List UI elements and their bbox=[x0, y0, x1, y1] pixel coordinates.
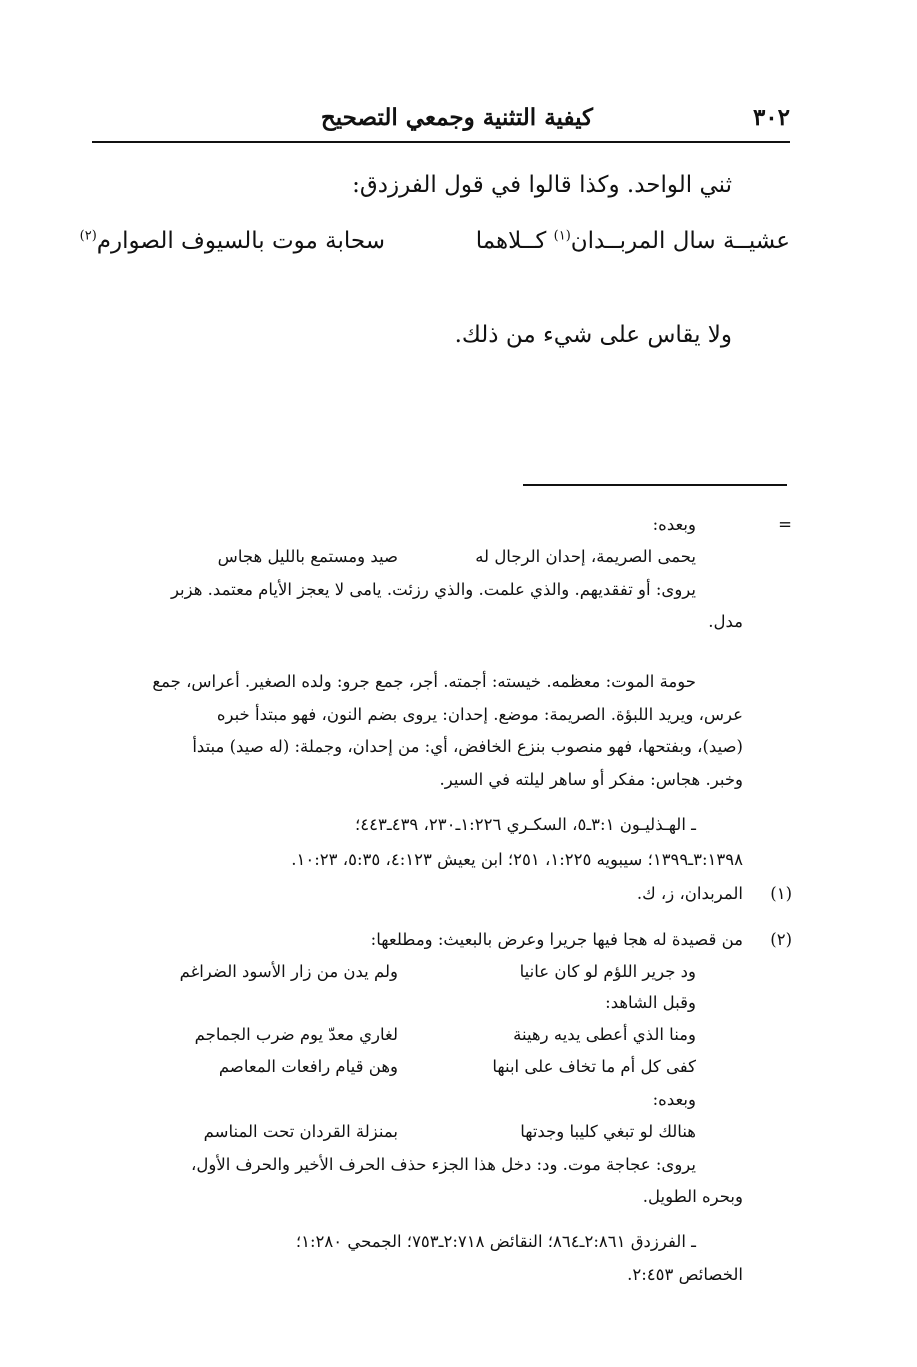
note2-verse-2-second: لغاري معدّ يوم ضرب الجماجم bbox=[194, 1025, 398, 1044]
note2-bahr: وبحره الطويل. bbox=[642, 1187, 743, 1206]
verse-a-second: صيد ومستمع بالليل هجاس bbox=[217, 547, 398, 566]
refs-1-line-2: ٣:١٣٩٨ـ١٣٩٩؛ سيبويه ١:٢٢٥، ٢٥١؛ ابن يعيش ٤:١٢٣، ٥:٣٥، ١٠:٢٣. bbox=[291, 850, 743, 869]
verse-first-text: عشيــة سال المربــدان bbox=[570, 228, 790, 254]
refs-1-line-1: ـ الهـذليـون ٣:١ـ٥، السكـري ١:٢٢٦ـ٢٣٠، ٤٣٩ـ٤٤٣؛ bbox=[355, 815, 696, 834]
wabaadahu-label-2: وبعده: bbox=[652, 1090, 696, 1109]
wabaadahu-label-1: وبعده: bbox=[652, 515, 696, 534]
gloss-line-1: حومة الموت: معظمه. خيسته: أجمته. أجر، جمع جرو: ولده الصغير. أعراس، جمع bbox=[152, 672, 696, 691]
continuation-marker: = bbox=[778, 515, 792, 534]
page-number: ٣٠٢ bbox=[752, 104, 790, 131]
footnote-1-text: المربدان، ز، ك. bbox=[636, 884, 743, 903]
note2-verse-4-first: هنالك لو تبغي كليبا وجدتها bbox=[520, 1122, 696, 1141]
running-title: كيفية التثنية وجمعي التصحيح bbox=[320, 104, 593, 131]
footnote-ref-1: (١) bbox=[553, 228, 571, 244]
note2-yurwa: يروى: عجاجة موت. ود: دخل هذا الجزء حذف الحرف الأخير والحرف الأول، bbox=[191, 1155, 696, 1174]
verse-first-end: كــلاهما bbox=[475, 228, 547, 254]
footnote-ref-2: (٢) bbox=[79, 228, 97, 244]
note2-verse-1-first: ود جرير اللؤم لو كان عانيا bbox=[519, 962, 696, 981]
footnote-rule bbox=[523, 484, 787, 486]
footnote-2-number: (٢) bbox=[770, 930, 792, 949]
note2-verse-3-second: وهن قيام رافعات المعاصم bbox=[218, 1057, 398, 1076]
body-line-3: ولا يقاس على شيء من ذلك. bbox=[454, 322, 732, 348]
body-line-1: ثني الواحد. وكذا قالوا في قول الفرزدق: bbox=[352, 172, 732, 198]
footnote-1-number: (١) bbox=[770, 884, 792, 903]
note2-verse-1-second: ولم يدن من زار الأسود الضراغم bbox=[179, 962, 398, 981]
note2-verse-4-second: بمنزلة القردان تحت المناسم bbox=[203, 1122, 398, 1141]
note2-verse-2-first: ومنا الذي أعطى يديه رهينة bbox=[513, 1025, 696, 1044]
note2-verse-3-first: كفى كل أم ما تخاف على ابنها bbox=[492, 1057, 696, 1076]
qabl-label: وقبل الشاهد: bbox=[605, 993, 696, 1012]
gloss-line-2: عرس، ويريد اللبؤة. الصريمة: موضع. إحدان: يروى بضم النون، فهو مبتدأ خبره bbox=[216, 705, 743, 724]
verse-second-text: سحابة موت بالسيوف الصوارم bbox=[96, 228, 385, 254]
verse-a-first: يحمى الصريمة، إحدان الرجال له bbox=[475, 547, 696, 566]
yurwa-line-1: يروى: أو تفقديهم. والذي علمت. والذي رزئت. يامى لا يعجز الأيام معتمد. هزبر bbox=[170, 580, 696, 599]
gloss-line-3: (صيد)، وبفتحها، فهو منصوب بنزع الخافض، أي: من إحدان، وجملة: (له صيد) مبتدأ bbox=[192, 737, 743, 756]
note2-refs-line-1: ـ الفرزدق ٢:٨٦١ـ٨٦٤؛ النقائض ٢:٧١٨ـ٧٥٣؛ الجمحي ١:٢٨٠؛ bbox=[295, 1232, 696, 1251]
verse-second-hemistich bbox=[80, 228, 385, 254]
madal-line: مدل. bbox=[708, 612, 743, 631]
header-rule bbox=[92, 141, 790, 143]
footnote-2-intro: من قصيدة له هجا فيها جريرا وعرض بالبعيث: ومطلعها: bbox=[370, 930, 743, 949]
verse-first-hemistich bbox=[476, 228, 790, 254]
note2-refs-line-2: الخصائص ٢:٤٥٣. bbox=[627, 1265, 743, 1284]
gloss-line-4: وخبر. هجاس: مفكر أو ساهر ليلته في السير. bbox=[439, 770, 743, 789]
